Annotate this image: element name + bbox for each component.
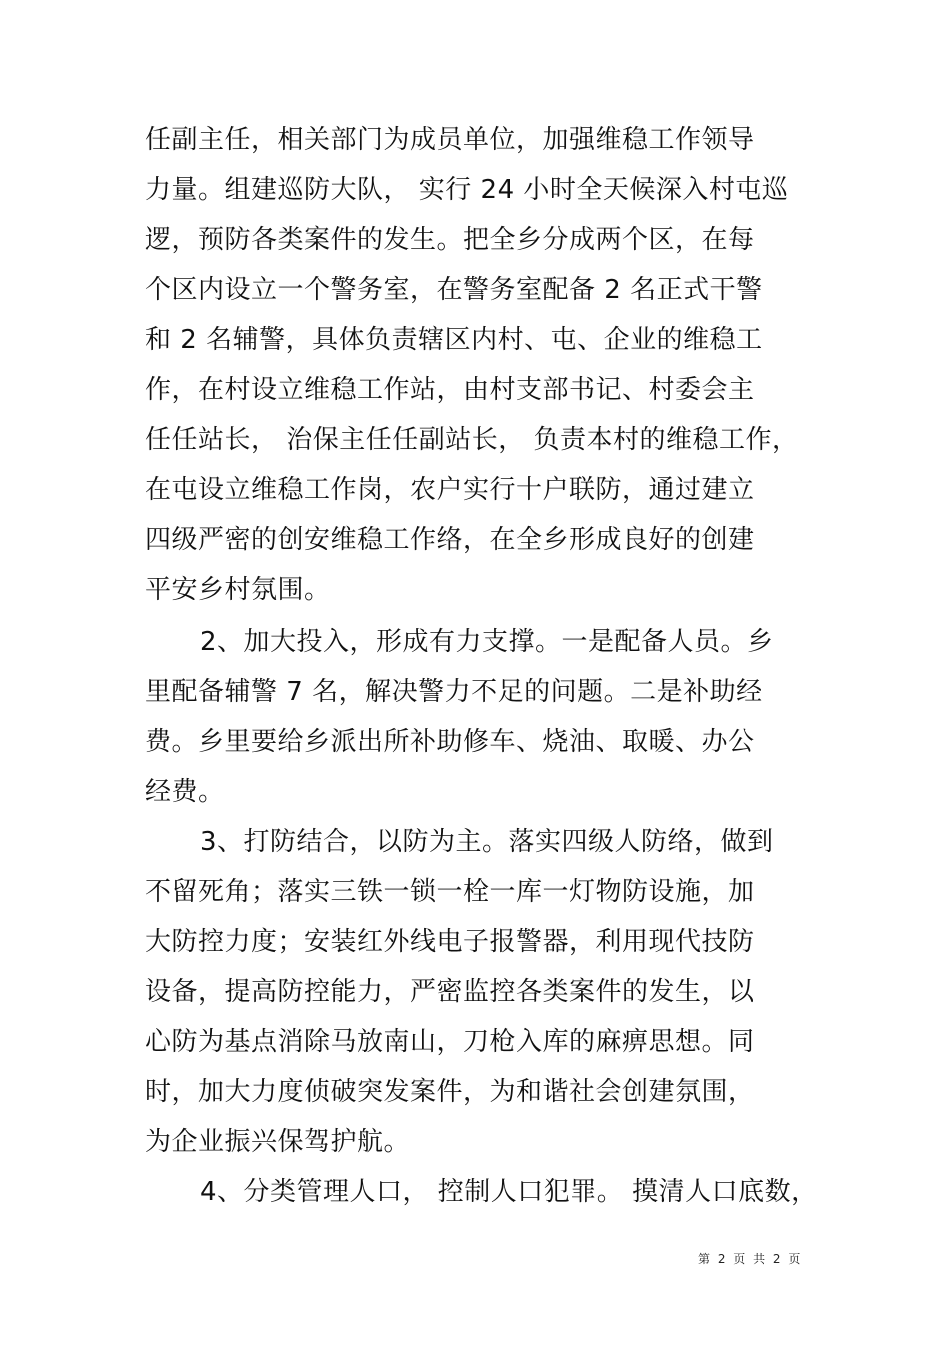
- text-line: 力量。组建巡防大队， 实行 24 小时全天候深入村屯巡: [145, 175, 789, 205]
- text-line: 心防为基点消除马放南山，刀枪入库的麻痹思想。同: [145, 1027, 755, 1057]
- text-line: 和 2 名辅警，具体负责辖区内村、屯、企业的维稳工: [145, 325, 763, 355]
- text-line: 逻，预防各类案件的发生。把全乡分成两个区，在每: [145, 225, 755, 255]
- text-line: 设备，提高防控能力，严密监控各类案件的发生，以: [145, 977, 755, 1007]
- text-line: 不留死角；落实三铁一锁一栓一库一灯物防设施，加: [145, 877, 755, 907]
- paragraph-first-line: 4、分类管理人口， 控制人口犯罪。 摸清人口底数，: [200, 1177, 818, 1207]
- text-line: 为企业振兴保驾护航。: [145, 1127, 411, 1157]
- text-line: 作，在村设立维稳工作站，由村支部书记、村委会主: [145, 375, 755, 405]
- text-line: 四级严密的创安维稳工作络，在全乡形成良好的创建: [145, 525, 755, 555]
- text-line: 时，加大力度侦破突发案件，为和谐社会创建氛围，: [145, 1077, 755, 1107]
- text-line: 里配备辅警 7 名，解决警力不足的问题。二是补助经: [145, 677, 763, 707]
- text-line: 平安乡村氛围。: [145, 575, 331, 605]
- page-number-footer: 第 2 页 共 2 页: [698, 1252, 803, 1266]
- text-line: 经费。: [145, 777, 225, 807]
- paragraph-first-line: 2、加大投入，形成有力支撑。一是配备人员。乡: [200, 627, 774, 657]
- text-line: 任任站长， 治保主任任副站长， 负责本村的维稳工作，: [145, 425, 799, 455]
- paragraph-first-line: 3、打防结合，以防为主。落实四级人防络，做到: [200, 827, 774, 857]
- text-line: 任副主任，相关部门为成员单位，加强维稳工作领导: [145, 125, 755, 155]
- text-line: 在屯设立维稳工作岗，农户实行十户联防，通过建立: [145, 475, 755, 505]
- text-line: 大防控力度；安装红外线电子报警器，利用现代技防: [145, 927, 755, 957]
- text-line: 费。乡里要给乡派出所补助修车、烧油、取暖、办公: [145, 727, 755, 757]
- text-line: 个区内设立一个警务室，在警务室配备 2 名正式干警: [145, 275, 763, 305]
